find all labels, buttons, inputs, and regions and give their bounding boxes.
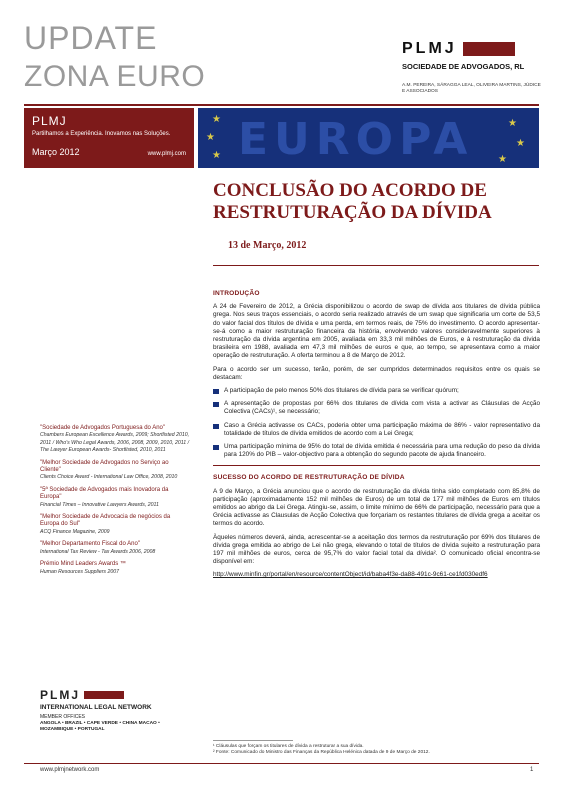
intro-paragraph: Para o acordo ser um sucesso, terão, porém, de ser cumpridos determinados requisitos entre os quais se destacam: bbox=[213, 365, 540, 381]
star-icon: ★ bbox=[516, 138, 525, 149]
star-icon: ★ bbox=[206, 132, 215, 143]
star-icon: ★ bbox=[212, 114, 221, 125]
bullet-square-icon bbox=[213, 402, 219, 407]
banner-brand: PLMJ bbox=[32, 114, 67, 128]
page-number: 1 bbox=[530, 767, 534, 773]
list-item: Caso a Grécia activasse os CACs, poderia obter uma participação máxima de 86% - valor representativo da totalidade de títulos de dívida emitidos de acordo com a Lei Grega; bbox=[213, 422, 540, 438]
header-divider bbox=[24, 104, 539, 106]
success-paragraph: A 9 de Março, a Grécia anunciou que o acordo de restruturação da dívida tinha sido completado com 85,8% de participação (aproximadamente 152 mil milhões de Euros) de um total de 177 mil milhões de Euros em títulos emitidos ao abrigo da Lei Grega. Atingiu-se, assim, o limite mínimo de 66% de participação, necessário para que a Grécia activasse as Clausulas de Acção Colectiva que forçariam os restantes titulares de dívida grega a aceitar os termos do acordo. bbox=[213, 487, 540, 528]
plmj-logo bbox=[402, 40, 542, 95]
footer-divider bbox=[24, 763, 539, 764]
award-item: "Melhor Sociedade de Advogados no Serviço ao Cliente" Clients Choice Award - International Law Office, 2008, 2010 bbox=[40, 459, 178, 481]
article-body bbox=[213, 290, 540, 585]
award-item: "Melhor Sociedade de Advocacia de negócios da Europa do Sul" ACQ Finance Magazine, 2009 bbox=[40, 514, 171, 535]
awards-sidebar bbox=[40, 425, 190, 581]
offices-list: ANGOLA • BRAZIL • CAPE VERDE • CHINA MACAO • MOZAMBIQUE • PORTUGAL bbox=[40, 720, 160, 732]
footnote: ² Fonte: Comunicado do Ministro das Finanças da República Helénica datada de 9 de Março de 2012. bbox=[213, 750, 430, 755]
award-item: "Melhor Departamento Fiscal do Ano" International Tax Review - Tax Awards 2006, 2008 bbox=[40, 541, 156, 555]
logo-partners: A.M. PEREIRA, SÁRAGGA LEAL, OLIVEIRA MARTINS, JÚDICE E ASSOCIADOS bbox=[402, 83, 541, 94]
list-item: A apresentação de propostas por 66% dos titulares de dívida com vista a activar as Cláusulas de Acção Colectiva (CACs)¹, se necessário; bbox=[213, 400, 540, 416]
star-icon: ★ bbox=[212, 150, 221, 161]
banner-brand-panel bbox=[24, 108, 194, 168]
bullet-square-icon bbox=[213, 445, 219, 450]
europa-banner-image bbox=[198, 108, 539, 168]
intro-paragraph: A 24 de Fevereiro de 2012, a Grécia disponibilizou o acordo de swap de dívida aos titulares de dívida pública grega. Nos seus traços essenciais, o acordo seria realizado através de um swap que significaria um corte de 53,5 do valor facial dos títulos de dívida e uma perda, em termos reais, de 75% do investimento. O acordo apresentar-se-á como a maior restruturação financeira da história, envolvendo valores consideravelmente superiores à restruturação da dívida argentina em 2005, avaliada em 33,3 mil milhões de Euros, e à restruturação da dívida brasileira em 1988, avaliada em 47,3 mil milhões de euros e que, ao tempo, se apresentava como a maior operação de restruturação. A oferta terminou a 8 de Março de 2012. bbox=[213, 303, 540, 360]
award-item: "5ª Sociedade de Advogados mais Inovadora da Europa" Financial Times – Innovative Lawyers Awards, 2011 bbox=[40, 486, 169, 508]
bullet-square-icon bbox=[213, 389, 219, 394]
bullet-square-icon bbox=[213, 424, 219, 429]
star-icon: ★ bbox=[498, 154, 507, 165]
network-logo-bar bbox=[84, 691, 124, 699]
star-icon: ★ bbox=[508, 118, 517, 129]
network-logo-name: PLMJ bbox=[40, 688, 81, 702]
article-title: CONCLUSÃO DO ACORDO DE RESTRUTURAÇÃO DA DÍVIDA bbox=[213, 180, 492, 223]
logo-bar bbox=[463, 42, 515, 56]
award-item: Prémio Mind Leaders Awards ™ Human Resources Suppliers 2007 bbox=[40, 561, 126, 575]
logo-subtitle: SOCIEDADE DE ADVOGADOS, RL bbox=[402, 62, 525, 71]
footnote-divider bbox=[213, 740, 293, 741]
footnotes bbox=[213, 744, 539, 756]
intro-heading: INTRODUÇÃO bbox=[213, 290, 260, 297]
europa-word: EUROPA bbox=[238, 114, 474, 165]
title-divider bbox=[213, 265, 539, 266]
issue-date: Março 2012 bbox=[32, 147, 80, 157]
offices-label: MEMBER OFFICES bbox=[40, 713, 86, 720]
website-link[interactable]: www.plmj.com bbox=[147, 151, 186, 157]
success-heading: SUCESSO DO ACORDO DE RESTRUTURAÇÃO DE DÍVIDA bbox=[213, 474, 405, 482]
international-network-logo bbox=[40, 688, 190, 733]
award-item: "Sociedade de Advogados Portuguesa do Ano" Chambers European Excellence Awards, 2009; Shortlisted 2010, 2011 / Who's Who Legal Awards, 2006, 2008, 2009, 2010, 2011 / The Lawyer European Awards- Shortlisted, 2010, 2011 bbox=[40, 425, 190, 454]
list-item: Uma participação mínima de 95% do total de dívida emitida é necessária para uma redução do peso da dívida para 120% do PIB – valor-objectivo para a obtenção do segundo pacote de ajuda financeiro. bbox=[213, 443, 540, 459]
article-date: 13 de Março, 2012 bbox=[228, 240, 307, 251]
footer-url[interactable]: www.plmjnetwork.com bbox=[40, 767, 100, 773]
footnote: ¹ Cláusulas que forçam os titulares de dívida a restruturar a sua dívida. bbox=[213, 744, 364, 749]
list-item: A participação de pelo menos 50% dos titulares de dívida para se verificar quórum; bbox=[213, 387, 540, 395]
success-paragraph: Àqueles números deverá, ainda, acrescentar-se a aceitação dos termos da restruturação por 69% dos titulares de dívida grega emitida ao abrigo de Lei não grega, elevando o total de títulos de dívida sujeito a restruturação para 197 mil milhões de euros, cerca de 95,7% do valor facial total da dívida². O comunicado oficial encontra-se disponível em: bbox=[213, 533, 540, 566]
ministry-link[interactable]: http://www.minfin.gr/portal/en/resource/contentObject/id/baba4f3e-da88-491c-9c61-ce1fd030edf6 bbox=[213, 571, 488, 579]
logo-name: PLMJ bbox=[402, 40, 457, 57]
banner-tagline: Partilhamos a Experiência. Inovamos nas Soluções. bbox=[32, 131, 171, 137]
zona-euro-title: ZONA EURO bbox=[24, 60, 206, 93]
update-title: UPDATE bbox=[24, 20, 158, 56]
network-name: INTERNATIONAL LEGAL NETWORK bbox=[40, 704, 152, 711]
section-divider bbox=[213, 465, 540, 466]
